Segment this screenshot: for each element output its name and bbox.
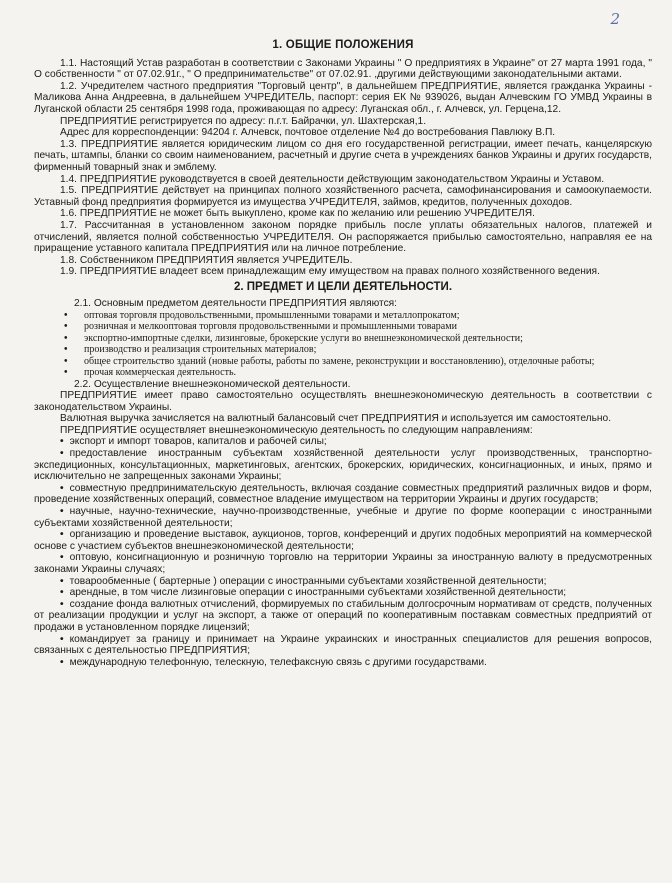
list-item: • экспортно-импортные сделки, лизинговые, брокерские услуги во внешнеэкономической деятельности; (60, 333, 652, 344)
list-item: • командирует за границу и принимает на Украине украинских и иностранных специалистов для решения вопросов, связанных с деятельностью ПРЕДПРИЯТИЯ; (34, 633, 652, 657)
clause-1-8: 1.8. Собственником ПРЕДПРИЯТИЯ является УЧРЕДИТЕЛЬ. (60, 254, 353, 266)
clause-1-1: 1.1. Настоящий Устав разработан в соответствии с Законами Украины " О предприятиях в Украине" от 27 марта 1991 года, " О собственности " от 07.02.91г., " О предпринимательстве" от 07.02.91. ,другими действующими законодательными актами. (34, 57, 652, 81)
list-item: • оптовая торговля продовольственными, промышленными товарами и металлопрокатом; (60, 310, 652, 321)
bullet-icon: • (60, 448, 64, 460)
bullet-icon: • (60, 598, 64, 610)
handwritten-page-number: 2 (610, 10, 620, 28)
list-item: • создание фонда валютных отчислений, формируемых по стабильным долгосрочным нормативам от средств, полученных от реализации продукции и услуг на экспорт, а также от операций по кооперативным поставкам совместных предприятий от продажи в установленном порядке лицензий; (34, 598, 652, 633)
list-item: • товарообменные ( бартерные ) операции с иностранными субъектами хозяйственной деятельности; (60, 575, 547, 587)
currency-revenue: Валютная выручка зачисляется на валютный балансовый счет ПРЕДПРИЯТИЯ и используется им самостоятельно. (60, 413, 612, 425)
clause-1-2: 1.2. Учредителем частного предприятия "Торговый центр", в дальнейшем ПРЕДПРИЯТИЕ, является гражданка Украины - Маликова Анна Андреевна, в дальнейшем УЧРЕДИТЕЛЬ, паспорт: серия ЕК № 939026, выдан Алчевским ГО УМВД Украины в Луганской области 25 сентября 1998 года, проживающая по адресу: Луганская обл., г. Алчевск, ул. Герцена,12. (34, 80, 652, 115)
bullet-icon: • (60, 587, 64, 599)
list-item: • производство и реализация строительных материалов; (60, 344, 652, 355)
clause-1-3: 1.3. ПРЕДПРИЯТИЕ является юридическим лицом со дня его государственной регистрации, имеет печать, канцелярскую печать, штампы, бланки со своим наименованием, расчетный и другие счета в учреждениях банков Украины и других государств, фирменный товарный знак и эмблему. (34, 138, 652, 173)
clause-1-7: 1.7. Рассчитанная в установленном законом порядке прибыль после уплаты обязательных налогов, платежей и отчислений, является полной собственностью УЧРЕДИТЕЛЯ. Он распоряжается прибылью самостоятельно, направляя ее на приращение уставного капитала ПРЕДПРИЯТИЯ или на личное потребление. (34, 219, 652, 255)
section-2-title: 2. ПРЕДМЕТ И ЦЕЛИ ДЕЯТЕЛЬНОСТИ. (233, 280, 453, 293)
bullet-icon: • (60, 529, 64, 541)
list-item: • арендные, в том числе лизинговые операции с иностранными субъектами хозяйственной деятельности; (60, 587, 567, 599)
list-item: • международную телефонную, телескную, телефаксную связь с другими государствами. (60, 656, 487, 668)
list-item: • прочая коммерческая деятельность. (60, 367, 652, 378)
clause-1-9: 1.9. ПРЕДПРИЯТИЕ владеет всем принадлежащим ему имуществом на правах полного хозяйственного ведения. (60, 266, 600, 278)
list-item: • научные, научно-технические, научно-производственные, учебные и другие по форме кооперации с иностранными субъектами хозяйственной деятельности; (34, 506, 652, 529)
bullet-icon: • (60, 436, 64, 448)
directions-intro: ПРЕДПРИЯТИЕ осуществляет внешнеэкономическую деятельность по следующим направлениям: (60, 424, 533, 436)
bullet-icon: • (60, 633, 64, 645)
bullet-icon: • (60, 506, 64, 518)
list-item: • общее строительство зданий (новые работы, работы по замене, реконструкции и восстановлению), отделочные работы; (60, 356, 652, 367)
bullet-icon: • (60, 482, 64, 494)
clause-2-1: 2.1. Основным предметом деятельности ПРЕДПРИЯТИЯ являются: (74, 298, 398, 310)
list-item: • оптовую, консигнационную и розничную торговлю на территории Украины за иностранную валюту в предусмотренных законами Украины случаях; (34, 552, 652, 575)
list-item: • экспорт и импорт товаров, капиталов и рабочей силы; (60, 436, 327, 448)
bullet-icon: • (60, 552, 64, 564)
clause-1-5: 1.5. ПРЕДПРИЯТИЕ действует на принципах полного хозяйственного расчета, самофинансирования и самоокупаемости. Уставный фонд предприятия формируется из имущества УЧРЕДИТЕЛЯ, займов, кредитов, полученных доходов. (34, 185, 652, 208)
section-1-title: 1. ОБЩИЕ ПОЛОЖЕНИЯ (272, 39, 414, 51)
bullet-icon: • (60, 656, 64, 668)
list-item: • совместную предпринимательскую деятельность, включая создание совместных предприятий различных видов и форм, проведение хозяйственных операций, совместное владение имуществом на территории Украины и других государств; (34, 482, 652, 506)
directions-list (34, 436, 652, 668)
bullet-icon: • (60, 575, 64, 587)
list-item: • предоставление иностранным субъектам хозяйственной деятельности услуг производственных, транспортно-экспедиционных, консультационных, маркетинговых, агентских, брокерских, юридических, консигнационных, и иных, прямо и исключительно не запрещенных законами Украины; (34, 448, 652, 483)
clause-1-4: 1.4. ПРЕДПРИЯТИЕ руководствуется в своей деятельности действующим законодательством Украины и Уставом. (60, 173, 605, 185)
list-item: • розничная и мелкооптовая торговля продовольственными и промышленными товарами (60, 321, 652, 332)
registration-address: ПРЕДПРИЯТИЕ регистрируется по адресу: п.г.т. Байрачки, ул. Шахтерская,1. (60, 115, 427, 127)
foreign-activity-right: ПРЕДПРИЯТИЕ имеет право самостоятельно осуществлять внешнеэкономическую деятельность в соответствии с законодательством Украины. (34, 390, 652, 413)
clause-2-2: 2.2. Осуществление внешнеэкономической деятельности. (74, 378, 351, 390)
clause-1-6: 1.6. ПРЕДПРИЯТИЕ не может быть выкуплено, кроме как по желанию или решению УЧРЕДИТЕЛЯ. (60, 208, 535, 220)
activities-list (34, 310, 652, 378)
correspondence-address: Адрес для корреспонденции: 94204 г. Алчевск, почтовое отделение №4 до востребования Павлюку В.П. (60, 127, 556, 139)
list-item: • организацию и проведение выставок, аукционов, торгов, конференций и других подобных мероприятий на коммерческой основе с участием субъектов внешнеэкономической деятельности; (34, 529, 652, 552)
